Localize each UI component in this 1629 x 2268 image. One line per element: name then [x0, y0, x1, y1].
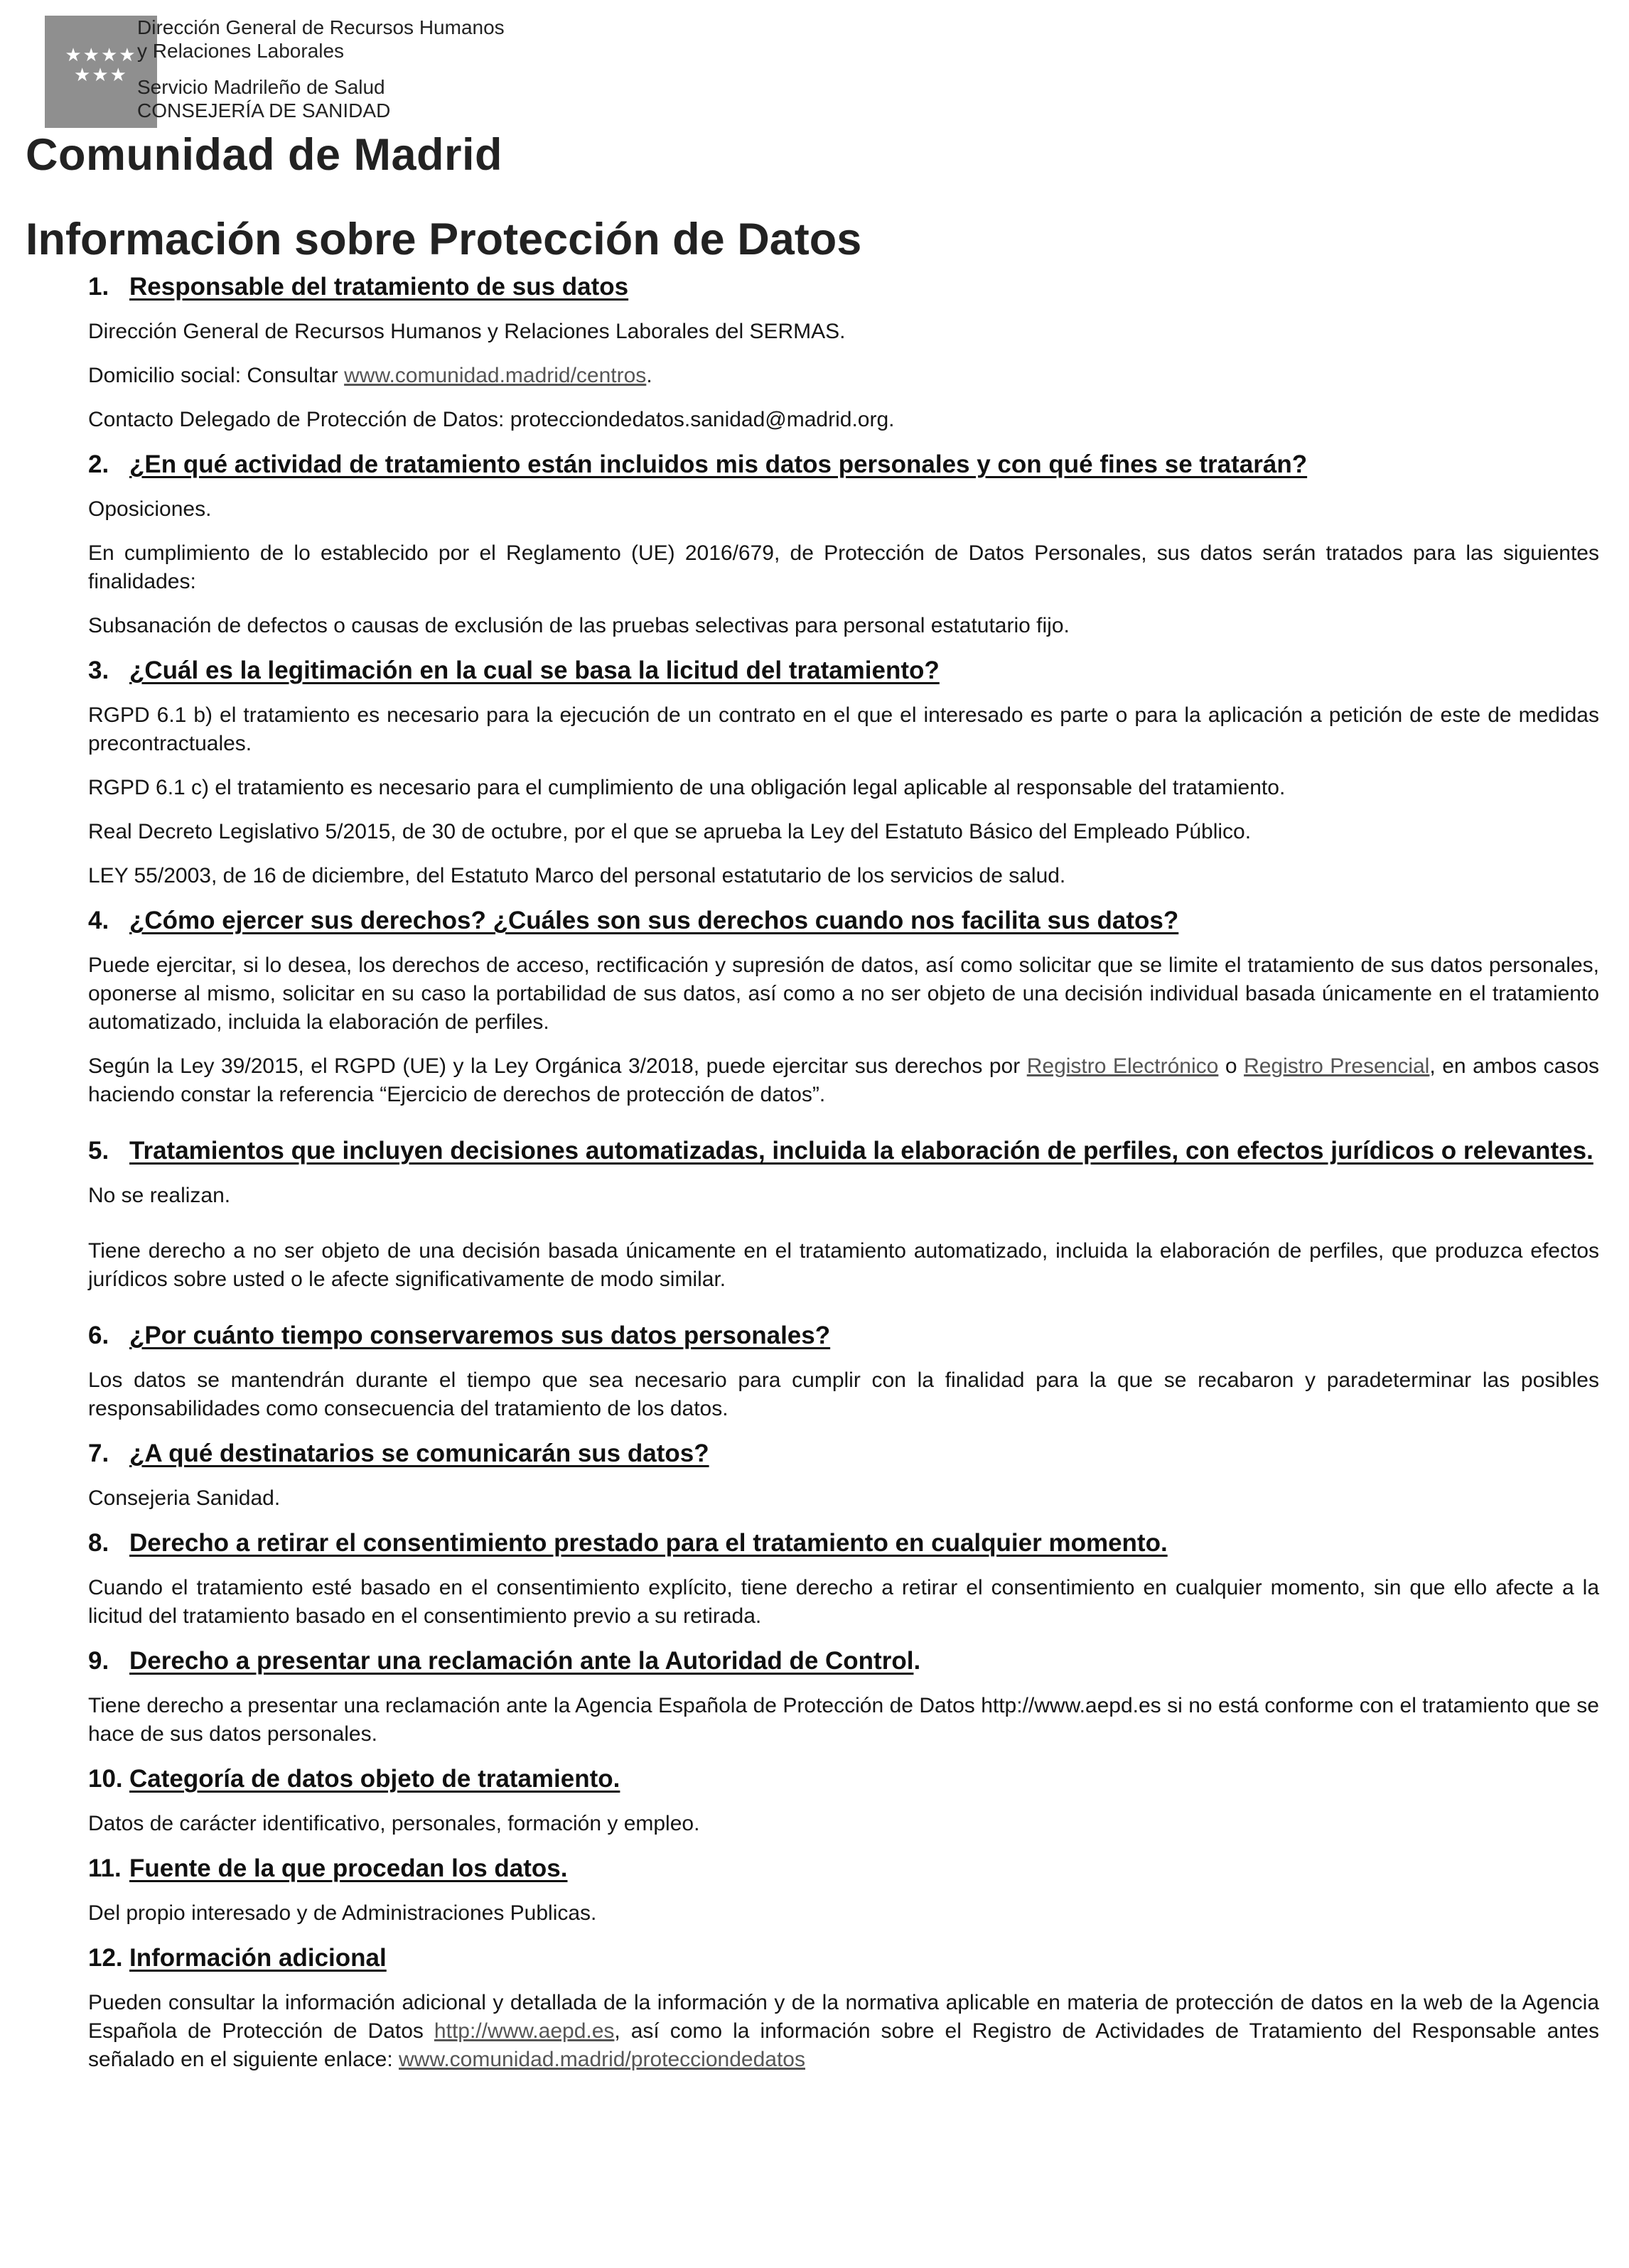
section-title: Tratamientos que incluyen decisiones automatizadas, incluida la elaboración de perfiles, con efectos jurídicos o relevantes.: [129, 1137, 1593, 1165]
section-number: 3.: [88, 657, 109, 684]
section-title: Responsable del tratamiento de sus datos: [129, 273, 629, 301]
section-title: Derecho a retirar el consentimiento prestado para el tratamiento en cualquier momento.: [129, 1529, 1168, 1557]
centros-link[interactable]: www.comunidad.madrid/centros: [344, 364, 647, 387]
paragraph: Real Decreto Legislativo 5/2015, de 30 de octubre, por el que se aprueba la Ley del Estatuto Básico del Empleado Público.: [88, 820, 1252, 843]
paragraph: Tiene derecho a no ser objeto de una decisión basada únicamente en el tratamiento automatizado, incluida la elaboración de perfiles, que produzca efectos jurídicos sobre usted o le afecte significativamente de modo similar.: [88, 1239, 1599, 1291]
section-number: 11.: [88, 1854, 122, 1882]
section-number: 7.: [88, 1440, 109, 1467]
document-header: [26, 16, 665, 129]
paragraph: Subsanación de defectos o causas de exclusión de las pruebas selectivas para personal estatutario fijo.: [88, 614, 1070, 637]
org-line: Dirección General de Recursos Humanos: [137, 16, 505, 38]
section-title: Fuente de la que procedan los datos.: [129, 1854, 568, 1882]
paragraph: Tiene derecho a presentar una reclamación ante la Agencia Española de Protección de Datos http://www.aepd.es si no está conforme con el tratamiento que se hace de sus datos personales.: [88, 1694, 1599, 1746]
paragraph: Datos de carácter identificativo, personales, formación y empleo.: [88, 1812, 700, 1835]
paragraph: Dirección General de Recursos Humanos y Relaciones Laborales del SERMAS.: [88, 320, 846, 343]
organization-block: [137, 16, 505, 122]
paragraph: Según la Ley 39/2015, el RGPD (UE) y la Ley Orgánica 3/2018, puede ejercitar sus derechos por Registro Electrónico o Registro Presencial, en ambos casos haciendo constar la referencia “Ejercicio de derechos de protección de datos”.: [88, 1054, 1600, 1106]
paragraph: Oposiciones.: [88, 497, 212, 521]
paragraph: Consejeria Sanidad.: [88, 1486, 281, 1510]
org-line: CONSEJERÍA DE SANIDAD: [137, 99, 391, 122]
section-heading: [88, 1528, 1599, 1558]
section-number: 9.: [88, 1647, 109, 1675]
section-heading: [88, 1943, 1599, 1973]
section-heading: [88, 1646, 1599, 1676]
section-title-wrap: [129, 1646, 920, 1676]
section-heading: [88, 1854, 1599, 1884]
section-number: 10.: [88, 1765, 123, 1793]
registro-electronico-link[interactable]: Registro Electrónico: [1026, 1054, 1219, 1078]
section-heading: [88, 1764, 1599, 1794]
section-heading: [88, 656, 1599, 686]
section-title: ¿Cuál es la legitimación en la cual se basa la licitud del tratamiento?: [129, 657, 940, 684]
section-heading: [88, 1321, 1599, 1351]
paragraph: Contacto Delegado de Protección de Datos: protecciondedatos.sanidad@madrid.org.: [88, 408, 895, 431]
section-number: 8.: [88, 1529, 109, 1557]
brand-name: Comunidad de Madrid: [26, 130, 502, 180]
registro-presencial-link[interactable]: Registro Presencial: [1244, 1054, 1430, 1078]
paragraph: RGPD 6.1 b) el tratamiento es necesario para la ejecución de un contrato en el que el interesado es parte o para la aplicación a petición de este de medidas precontractuales.: [88, 703, 1599, 755]
section-number: 12.: [88, 1944, 123, 1972]
paragraph: LEY 55/2003, de 16 de diciembre, del Estatuto Marco del personal estatutario de los servicios de salud.: [88, 864, 1066, 887]
paragraph: Los datos se mantendrán durante el tiempo que sea necesario para cumplir con la finalidad para la que se recabaron y paradeterminar las posibles responsabilidades como consecuencia del tratamiento de los datos.: [88, 1368, 1599, 1420]
paragraph: En cumplimiento de lo establecido por el Reglamento (UE) 2016/679, de Protección de Datos Personales, sus datos serán tratados para las siguientes finalidades:: [88, 541, 1599, 593]
page-title: Información sobre Protección de Datos: [26, 215, 862, 264]
section-heading: [88, 450, 1599, 480]
section-title-tail: .: [913, 1647, 921, 1675]
section-title: Información adicional: [129, 1944, 387, 1972]
protecciondedatos-link[interactable]: www.comunidad.madrid/protecciondedatos: [399, 2048, 805, 2071]
section-title: ¿En qué actividad de tratamiento están incluidos mis datos personales y con qué fines se tratarán?: [129, 450, 1308, 478]
paragraph: Pueden consultar la información adicional y detallada de la información y de la normativa aplicable en materia de protección de datos en la web de la Agencia Española de Protección de Datos http://www.aepd.es, así como la información sobre el Registro de Actividades de Tratamiento del Responsable antes señalado en el siguiente enlace: www.comunidad.madrid/protecciondedatos: [88, 1991, 1600, 2071]
paragraph: Puede ejercitar, si lo desea, los derechos de acceso, rectificación y supresión de datos, así como solicitar que se limite el tratamiento de sus datos personales, oponerse al mismo, solicitar en su caso la portabilidad de sus datos, así como a no ser objeto de una decisión individual basada únicamente en el tratamiento automatizado, incluida la elaboración de perfiles.: [88, 954, 1599, 1034]
section-heading: [88, 1439, 1599, 1469]
section-number: 1.: [88, 273, 109, 301]
section-title: Derecho a presentar una reclamación ante la Autoridad de Control: [129, 1647, 914, 1675]
section-title: ¿A qué destinatarios se comunicarán sus datos?: [129, 1440, 709, 1467]
aepd-link[interactable]: http://www.aepd.es: [434, 2019, 615, 2043]
paragraph: Del propio interesado y de Administraciones Publicas.: [88, 1901, 597, 1925]
section-heading: [88, 906, 1599, 936]
org-line: y Relaciones Laborales: [137, 40, 345, 62]
stars-icon: ★★★★ ★★★: [65, 45, 137, 86]
section-heading: [88, 1136, 1599, 1166]
paragraph: Domicilio social: Consultar www.comunidad.madrid/centros.: [88, 364, 652, 387]
section-title: ¿Cómo ejercer sus derechos? ¿Cuáles son sus derechos cuando nos facilita sus datos?: [129, 907, 1179, 934]
section-number: 6.: [88, 1322, 109, 1349]
paragraph: No se realizan.: [88, 1184, 231, 1207]
paragraph: RGPD 6.1 c) el tratamiento es necesario para el cumplimiento de una obligación legal aplicable al responsable del tratamiento.: [88, 776, 1286, 799]
document-body: [88, 272, 1599, 2090]
section-title: ¿Por cuánto tiempo conservaremos sus datos personales?: [129, 1322, 831, 1349]
paragraph: Cuando el tratamiento esté basado en el consentimiento explícito, tiene derecho a retirar el consentimiento en cualquier momento, sin que ello afecte a la licitud del tratamiento basado en el consentimiento previo a su retirada.: [88, 1576, 1599, 1628]
section-number: 4.: [88, 907, 109, 934]
org-line: Servicio Madrileño de Salud: [137, 76, 385, 98]
section-heading: [88, 272, 1599, 302]
section-number: 5.: [88, 1137, 109, 1165]
section-title: Categoría de datos objeto de tratamiento.: [129, 1765, 620, 1793]
section-number: 2.: [88, 450, 109, 478]
